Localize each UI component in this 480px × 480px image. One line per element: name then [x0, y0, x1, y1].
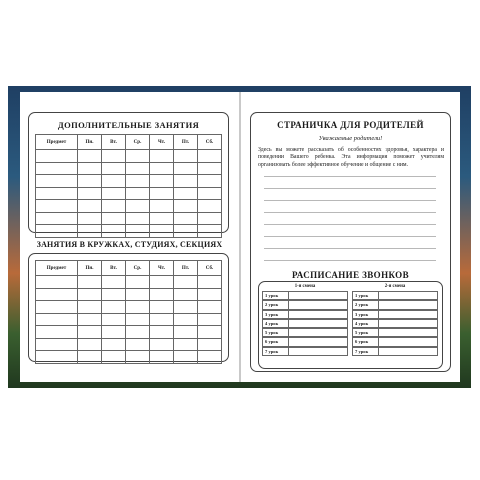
table-row — [36, 326, 222, 339]
column-header: Сб. — [198, 135, 222, 150]
bell-row — [262, 347, 348, 356]
table-row — [36, 338, 222, 351]
bell-schedule — [262, 282, 438, 357]
bell-row — [352, 337, 438, 346]
bell-row — [352, 319, 438, 328]
extra-classes-table — [35, 134, 222, 238]
column-header: Предмет — [36, 261, 78, 276]
lesson-label: 3 урок — [352, 310, 378, 319]
clubs-title: ЗАНЯТИЯ В КРУЖКАХ, СТУДИЯХ, СЕКЦИЯХ — [36, 240, 223, 249]
extra-classes-title: ДОПОЛНИТЕЛЬНЫЕ ЗАНЯТИЯ — [57, 120, 200, 130]
lesson-label: 1 урок — [352, 291, 378, 300]
extra-classes-frame — [28, 112, 229, 233]
lesson-label: 1 урок — [262, 291, 288, 300]
shift-2-header: 2-я смена — [384, 284, 406, 289]
writing-line — [264, 212, 436, 213]
lesson-label: 5 урок — [352, 328, 378, 337]
column-header: Чт. — [150, 261, 174, 276]
table-row — [36, 313, 222, 326]
table-row — [36, 301, 222, 314]
shift-1-header: 1-я смена — [294, 284, 316, 289]
shift-2-column — [352, 282, 438, 356]
clubs-table — [35, 260, 222, 364]
lesson-label: 7 урок — [262, 347, 288, 356]
writing-line — [264, 236, 436, 237]
column-header: Пт. — [174, 261, 198, 276]
table-row — [36, 288, 222, 301]
bell-row — [262, 310, 348, 319]
table-row — [36, 187, 222, 200]
bell-schedule-title: РАСПИСАНИЕ ЗВОНКОВ — [292, 270, 409, 280]
writing-line — [264, 200, 436, 201]
bell-row — [262, 319, 348, 328]
table-row — [36, 200, 222, 213]
parents-text: Здесь вы можете рассказать об особенностях здоровья, характера и поведении Вашего ребенка. Эта информация поможет учителям организовать более эффективное обучение и общение с ним. — [258, 147, 444, 168]
bell-row — [262, 337, 348, 346]
table-row — [36, 150, 222, 163]
table-row — [36, 351, 222, 364]
column-header: Чт. — [150, 135, 174, 150]
bell-row — [352, 328, 438, 337]
table-row — [36, 276, 222, 289]
extra-classes-header-row — [36, 135, 222, 150]
bell-row — [262, 291, 348, 300]
column-header: Сб. — [198, 261, 222, 276]
writing-line — [264, 176, 436, 177]
table-row — [36, 175, 222, 188]
lesson-label: 6 урок — [262, 337, 288, 346]
column-header: Ср. — [126, 261, 150, 276]
shift-1-column — [262, 282, 348, 356]
bell-row — [352, 291, 438, 300]
column-header: Предмет — [36, 135, 78, 150]
column-header: Ср. — [126, 135, 150, 150]
bell-row — [352, 310, 438, 319]
table-row — [36, 162, 222, 175]
lesson-label: 2 урок — [262, 300, 288, 309]
writing-line — [264, 248, 436, 249]
bell-row — [352, 347, 438, 356]
column-header: Пн. — [78, 135, 102, 150]
parents-title: СТРАНИЧКА ДЛЯ РОДИТЕЛЕЙ — [277, 120, 424, 130]
writing-line — [264, 224, 436, 225]
table-row — [36, 212, 222, 225]
writing-line — [264, 260, 436, 261]
column-header: Пн. — [78, 261, 102, 276]
bell-row — [262, 300, 348, 309]
clubs-header-row — [36, 261, 222, 276]
column-header: Вт. — [102, 135, 126, 150]
bell-row — [352, 300, 438, 309]
bell-row — [262, 328, 348, 337]
lesson-label: 7 урок — [352, 347, 378, 356]
lesson-label: 4 урок — [262, 319, 288, 328]
right-page — [241, 92, 460, 382]
clubs-frame — [28, 253, 229, 362]
lesson-label: 4 урок — [352, 319, 378, 328]
table-row — [36, 225, 222, 238]
lesson-label: 5 урок — [262, 328, 288, 337]
lesson-label: 2 урок — [352, 300, 378, 309]
left-page — [20, 92, 239, 382]
parents-subtitle: Уважаемые родители! — [318, 135, 383, 142]
lesson-label: 3 урок — [262, 310, 288, 319]
writing-line — [264, 188, 436, 189]
column-header: Пт. — [174, 135, 198, 150]
lesson-label: 6 урок — [352, 337, 378, 346]
column-header: Вт. — [102, 261, 126, 276]
